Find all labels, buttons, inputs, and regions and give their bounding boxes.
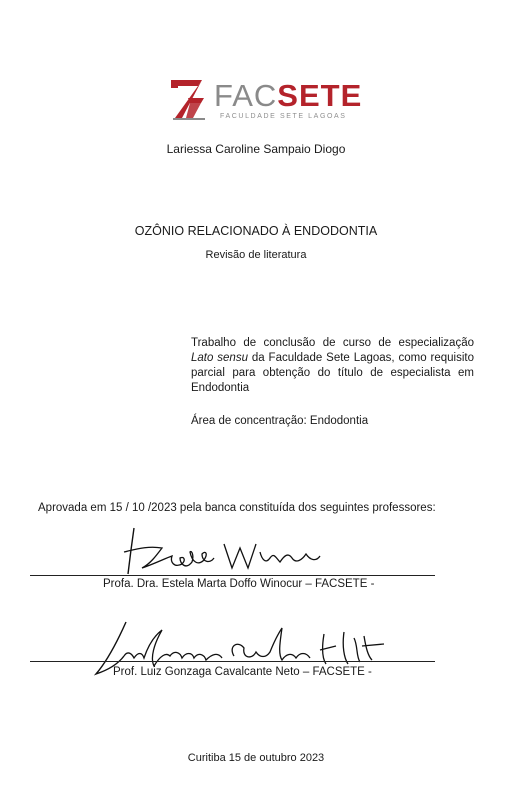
facsete-emblem-icon [168, 76, 208, 122]
purpose-statement [191, 336, 474, 396]
logo-tagline: FACULDADE SETE LAGOAS [220, 113, 347, 120]
logo-brand-light: FAC [214, 78, 278, 113]
logo-brand-bold: SETE [277, 78, 363, 113]
statement-part2: da Faculdade Sete Lagoas, como requisito parcial para obtenção do título de especialista em Endodontia [191, 352, 474, 394]
place-and-date: Curitiba 15 de outubro 2023 [187, 752, 325, 764]
approval-statement: Aprovada em 15 / 10 /2023 pela banca constituída dos seguintes professores: [38, 502, 436, 514]
concentration-area: Área de concentração: Endodontia [191, 415, 369, 427]
handwritten-signature-icon [120, 522, 340, 582]
author-name: Lariessa Caroline Sampaio Diogo [166, 142, 346, 156]
examiner-1-name: Profa. Dra. Estela Marta Doffo Winocur – FACSETE - [103, 578, 375, 590]
document-subtitle: Revisão de literatura [205, 249, 307, 261]
signature-line-2 [30, 661, 435, 662]
signature-estela-winocur [120, 522, 340, 582]
signature-line-1 [30, 575, 435, 576]
statement-italic: Lato sensu [191, 352, 248, 364]
facsete-logo [168, 76, 363, 126]
statement-part1: Trabalho de conclusão de curso de especialização [191, 337, 474, 349]
document-title: OZÔNIO RELACIONADO À ENDODONTIA [134, 224, 378, 238]
logo-wordmark [214, 79, 362, 113]
examiner-2-name: Prof. Luiz Gonzaga Cavalcante Neto – FACSETE - [113, 666, 372, 678]
